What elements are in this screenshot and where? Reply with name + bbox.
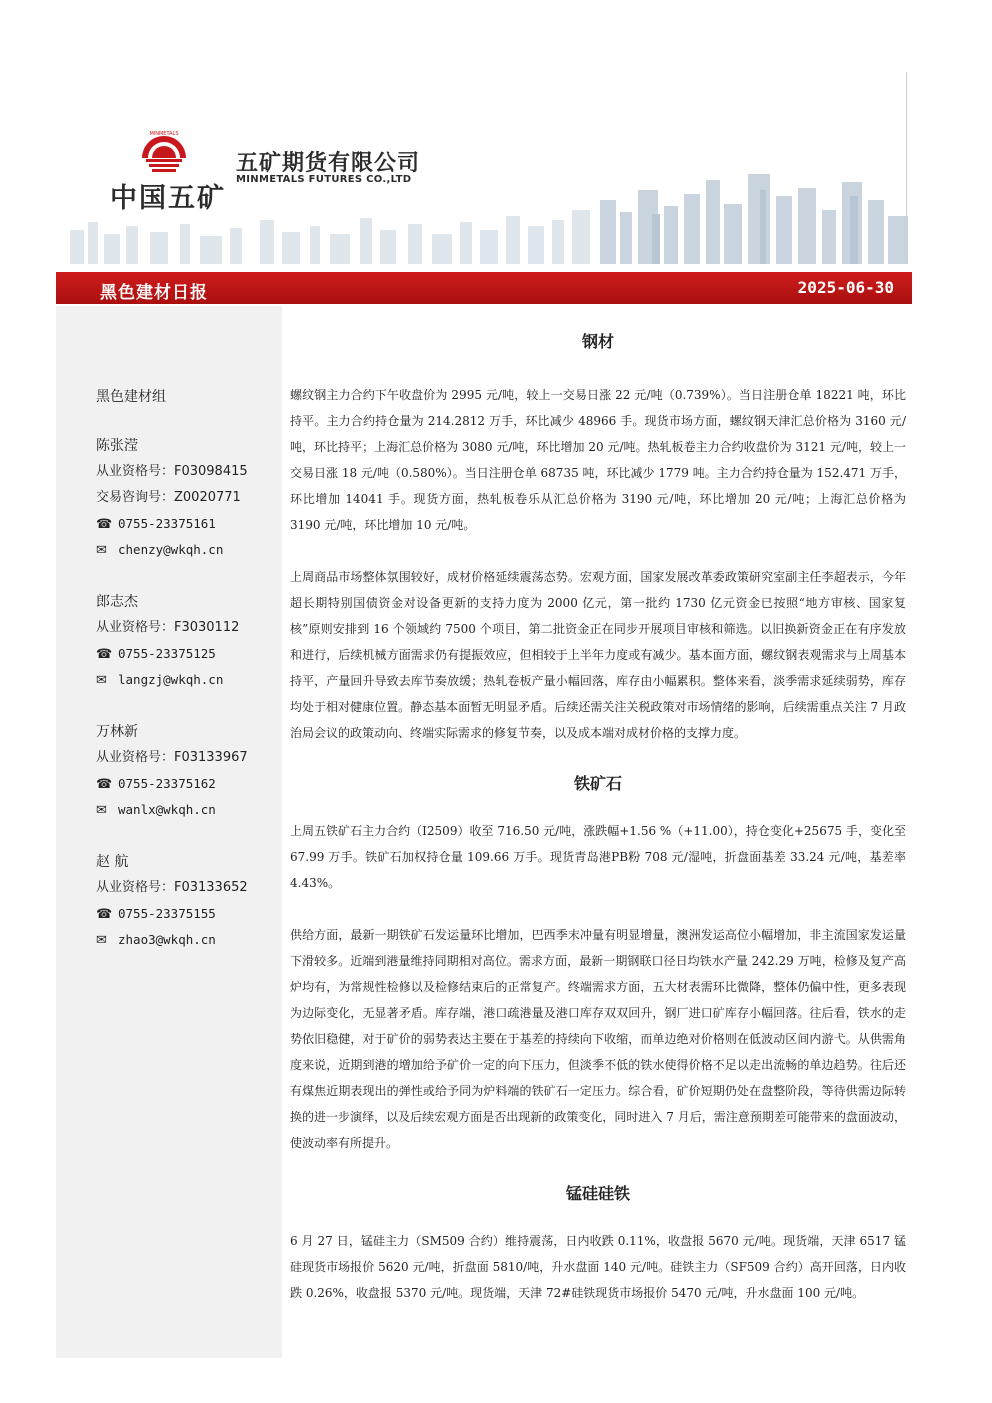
header-divider (906, 72, 907, 262)
analyst-sidebar (56, 306, 282, 1358)
minmetals-logo-icon (136, 128, 192, 180)
steel-paragraph-1: 螺纹钢主力合约下午收盘价为 2995 元/吨，较上一交易日涨 22 元/吨（0.739%）。当日注册仓单 18221 吨，环比持平。主力合约持仓量为 214.2812 万手，环比减少 48966 手。现货市场方面，螺纹钢天津汇总价格为 3160 元/吨，环比持平；上海汇总价格为 3080 元/吨，环比增加 20 元/吨。热轧板卷主力合约收盘价为 3121 元/吨，较上一交易日涨 18 元/吨（0.580%）。当日注册仓单 68735 吨，环比减少 1779 吨。主力合约持仓量为 152.471 万手，环比增加 14041 手。现货方面，热轧板卷乐从汇总价格为 3190 元/吨，环比增加 20 元/吨；上海汇总价格为 3190 元/吨，环比增加 10 元/吨。 (290, 388, 906, 532)
phone-icon: ☎ (96, 517, 113, 532)
email-icon: ✉ (96, 543, 107, 558)
qualification-number: 从业资格号：F03133652 (96, 880, 248, 895)
company-name-cn: 五矿期货有限公司 (236, 151, 421, 176)
phone-icon: ☎ (96, 777, 113, 792)
company-name-en: MINMETALS FUTURES CO.,LTD (236, 174, 412, 185)
section-title-steel: 钢材 (581, 332, 614, 351)
section-title-iron-ore: 铁矿石 (573, 774, 622, 793)
phone-icon: ☎ (96, 647, 113, 662)
phone-number: 0755-23375125 (118, 646, 216, 661)
brand-name: 中国五矿 (110, 183, 226, 214)
report-title: 黑色建材日报 (100, 283, 208, 303)
analyst-name: 万林新 (96, 724, 138, 740)
email-icon: ✉ (96, 673, 107, 688)
phone-number: 0755-23375162 (118, 776, 216, 791)
analyst-card (96, 592, 239, 696)
report-title-banner (56, 272, 912, 304)
analyst-card (96, 436, 248, 566)
email-icon: ✉ (96, 933, 107, 948)
consult-number: 交易咨询号：Z0020771 (96, 490, 241, 505)
team-name: 黑色建材组 (96, 389, 166, 405)
email-address[interactable]: wanlx@wkqh.cn (118, 802, 216, 817)
phone-icon: ☎ (96, 907, 113, 922)
ferroalloy-paragraph-1: 6 月 27 日，锰硅主力（SM509 合约）维持震荡，日内收跌 0.11%，收盘报 5670 元/吨。现货端，天津 6517 锰硅现货市场报价 5620 元/吨，折盘面 5810/吨，升水盘面 140 元/吨。硅铁主力（SF509 合约）高开回落，日内收跌 0.26%，收盘报 5370 元/吨。现货端，天津 72#硅铁现货市场报价 5470 元/吨，升水盘面 100 元/吨。 (290, 1234, 906, 1300)
iron-ore-paragraph-1: 上周五铁矿石主力合约（I2509）收至 716.50 元/吨，涨跌幅+1.56 %（+11.00），持仓变化+25675 手，变化至 67.99 万手。铁矿石加权持仓量 109.66 万手。现货青岛港PB粉 708 元/湿吨，折盘面基差 33.24 元/吨，基差率 4.43%。 (290, 824, 906, 890)
analyst-name: 陈张滢 (96, 438, 138, 454)
qualification-number: 从业资格号：F03098415 (96, 464, 248, 479)
report-body (290, 320, 906, 1306)
phone-number: 0755-23375161 (118, 516, 216, 531)
section-title-ferroalloy: 锰硅硅铁 (565, 1184, 630, 1203)
phone-number: 0755-23375155 (118, 906, 216, 921)
steel-paragraph-2: 上周商品市场整体氛围较好，成材价格延续震荡态势。宏观方面，国家发展改革委政策研究室副主任李超表示，今年超长期特别国债资金对设备更新的支持力度为 2000 亿元，第一批约 1730 亿元资金已按照“地方审核、国家复核”原则安排到 16 个领域约 7500 个项目，第二批资金正在同步开展项目审核和筛选。以旧换新资金正在有序发放和进行，后续机械方面需求仍有提振效应，但相较于上半年力度或有减少。基本面方面，螺纹钢表观需求与上周基本持平，产量回升导致去库节奏放缓；热轧卷板产量小幅回落，库存由小幅累积。整体来看，淡季需求延续弱势，库存均处于相对健康位置。静态基本面暂无明显矛盾。后续还需关注关税政策对市场情绪的影响，后续需重点关注 7 月政治局会议的政策动向、终端实际需求的修复节奏，以及成本端对成材价格的支撑力度。 (290, 570, 906, 740)
email-address[interactable]: zhao3@wkqh.cn (118, 932, 216, 947)
qualification-number: 从业资格号：F3030112 (96, 620, 240, 635)
report-date: 2025-06-30 (797, 278, 894, 297)
analyst-card (96, 852, 248, 956)
qualification-number: 从业资格号：F03133967 (96, 750, 248, 765)
logo-text: MINMETALS (149, 131, 179, 137)
email-address[interactable]: langzj@wkqh.cn (118, 672, 224, 687)
email-icon: ✉ (96, 803, 107, 818)
iron-ore-paragraph-2: 供给方面，最新一期铁矿石发运量环比增加，巴西季末冲量有明显增量，澳洲发运高位小幅增加，非主流国家发运量下滑较多。近端到港量维持同期相对高位。需求方面，最新一期钢联口径日均铁水产量 242.29 万吨，检修及复产高炉均有，为常规性检修以及检修结束后的正常复产。终端需求方面，五大材表需环比微降，整体仍偏中性，更多表现为边际变化，无显著矛盾。库存端，港口疏港量及港口库存双双回升，钢厂进口矿库存小幅回落。往后看，铁水的走势依旧稳健，对于矿价的弱势表达主要在于基差的持续向下收缩，而单边绝对价格则在低波动区间内游弋。从供需角度来说，近期到港的增加给予矿价一定的向下压力，但淡季不低的铁水使得价格不足以走出流畅的单边趋势。往后还有煤焦近期表现出的弹性或给予同为炉料端的铁矿石一定压力。综合看，矿价短期仍处在盘整阶段，等待供需边际转换的进一步演绎，以及后续宏观方面是否出现新的政策变化，同时进入 7 月后，需注意预期差可能带来的盘面波动，使波动率有所提升。 (290, 928, 906, 1150)
email-address[interactable]: chenzy@wkqh.cn (118, 542, 224, 557)
analyst-name: 赵 航 (96, 854, 129, 870)
analyst-card (96, 722, 248, 826)
analyst-name: 郎志杰 (96, 594, 138, 610)
report-header (0, 0, 992, 270)
